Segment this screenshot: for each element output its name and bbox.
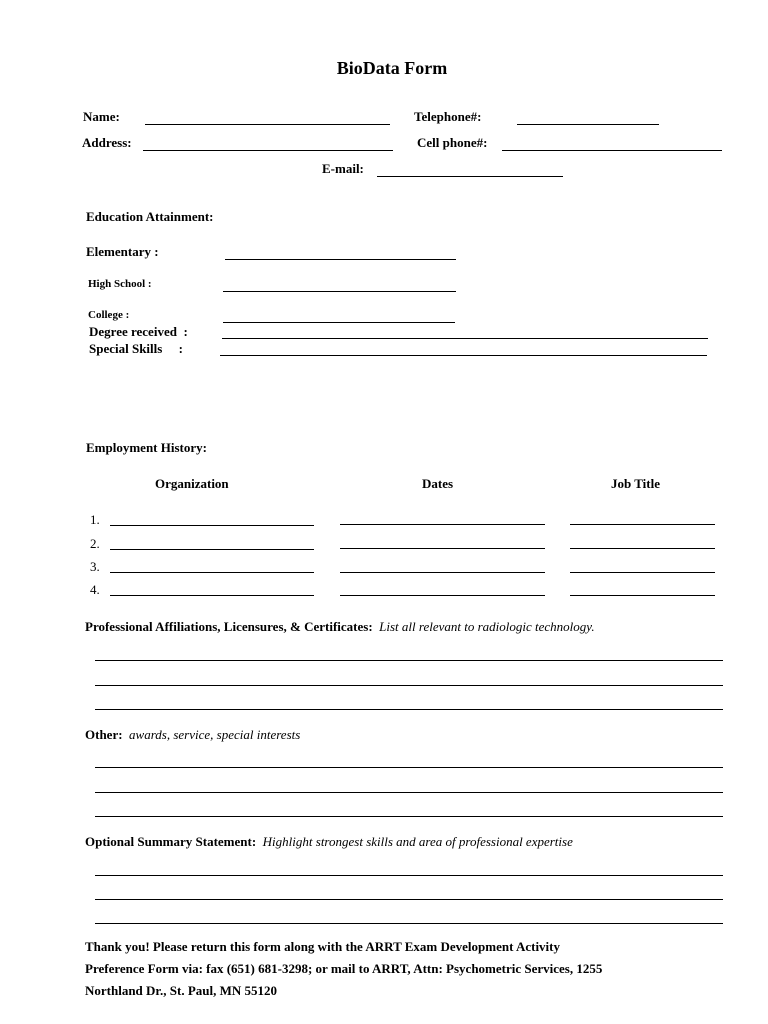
elementary-field[interactable] <box>225 259 456 260</box>
job-title-field[interactable] <box>570 572 715 573</box>
telephone-field[interactable] <box>517 124 659 125</box>
high-school-label: High School : <box>88 278 152 290</box>
degree-field[interactable] <box>222 338 708 339</box>
summary-line[interactable] <box>95 875 723 876</box>
degree-label: Degree received : <box>89 324 188 339</box>
organization-field[interactable] <box>110 525 314 526</box>
address-field[interactable] <box>143 150 393 151</box>
college-field[interactable] <box>223 322 455 323</box>
other-line[interactable] <box>95 816 723 817</box>
name-label: Name: <box>83 109 120 124</box>
email-label: E-mail: <box>322 161 364 176</box>
footer-line-3: Northland Dr., St. Paul, MN 55120 <box>85 983 278 998</box>
column-header-organization: Organization <box>155 476 229 491</box>
employment-row-number: 2. <box>90 536 100 551</box>
telephone-label: Telephone#: <box>414 109 482 124</box>
job-title-field[interactable] <box>570 524 715 525</box>
affiliations-line[interactable] <box>95 660 723 661</box>
summary-heading <box>85 834 573 850</box>
footer-line-2: Preference Form via: fax (651) 681-3298; or mail to ARRT, Attn: Psychometric Services, 1255 <box>85 961 603 976</box>
organization-field[interactable] <box>110 595 314 596</box>
email-field[interactable] <box>377 176 563 177</box>
affiliations-line[interactable] <box>95 709 723 710</box>
dates-field[interactable] <box>340 548 545 549</box>
summary-hint: Highlight strongest skills and area of professional expertise <box>262 834 573 849</box>
dates-field[interactable] <box>340 572 545 573</box>
other-hint: awards, service, special interests <box>129 727 301 742</box>
employment-row-number: 1. <box>90 512 100 527</box>
name-field[interactable] <box>145 124 390 125</box>
other-line[interactable] <box>95 792 723 793</box>
education-heading: Education Attainment: <box>86 209 214 224</box>
organization-field[interactable] <box>110 549 314 550</box>
organization-field[interactable] <box>110 572 314 573</box>
dates-field[interactable] <box>340 595 545 596</box>
job-title-field[interactable] <box>570 595 715 596</box>
column-header-job-title: Job Title <box>611 476 661 491</box>
address-label: Address: <box>82 135 132 150</box>
college-label: College : <box>88 309 130 321</box>
affiliations-heading <box>85 619 595 635</box>
summary-line[interactable] <box>95 923 723 924</box>
summary-label: Optional Summary Statement: <box>85 834 257 849</box>
cell-phone-field[interactable] <box>502 150 722 151</box>
cell-phone-label: Cell phone#: <box>417 135 488 150</box>
job-title-field[interactable] <box>570 548 715 549</box>
affiliations-line[interactable] <box>95 685 723 686</box>
high-school-field[interactable] <box>223 291 456 292</box>
affiliations-hint: List all relevant to radiologic technology. <box>379 619 595 634</box>
other-label: Other: <box>85 727 123 742</box>
special-skills-field[interactable] <box>220 355 707 356</box>
page-title: BioData Form <box>336 58 448 78</box>
elementary-label: Elementary : <box>86 244 159 259</box>
summary-line[interactable] <box>95 899 723 900</box>
special-skills-label: Special Skills : <box>89 341 183 356</box>
dates-field[interactable] <box>340 524 545 525</box>
column-header-dates: Dates <box>422 476 454 491</box>
affiliations-label: Professional Affiliations, Licensures, & Certificates: <box>85 619 373 634</box>
footer-line-1: Thank you! Please return this form along with the ARRT Exam Development Activity <box>85 939 561 954</box>
employment-row-number: 3. <box>90 559 100 574</box>
employment-row-number: 4. <box>90 582 100 597</box>
other-line[interactable] <box>95 767 723 768</box>
employment-heading: Employment History: <box>86 440 207 455</box>
other-heading <box>85 727 300 743</box>
